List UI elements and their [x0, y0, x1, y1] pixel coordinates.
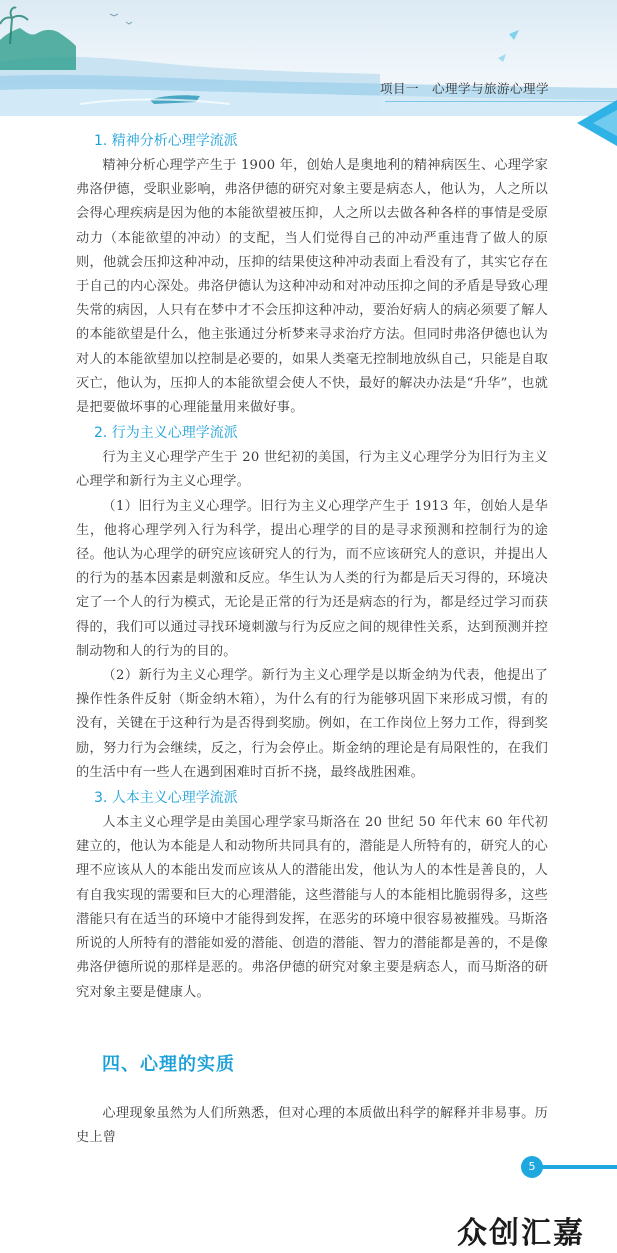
- corner-triangle-icon: [571, 96, 617, 150]
- section-heading: 四、心理的实质: [102, 1054, 235, 1075]
- paragraph: 行为主义心理学产生于 20 世纪初的美国，行为主义心理学分为旧行为主义心理学和新行为主义心理学。: [76, 450, 548, 490]
- main-content: [76, 128, 548, 1005]
- subsection-heading-humanism: 3. 人本主义心理学流派: [94, 790, 238, 807]
- paragraph: （1）旧行为主义心理学。旧行为主义心理学产生于 1913 年，创始人是华生，他将心理学列入行为科学，提出心理学的目的是寻求预测和控制行为的途径。他认为心理学的研究应该研究人的行为，而不应该研究人的意识，并提出人的行为的基本因素是刺激和反应。华生认为人类的行为都是后天习得的，环境决定了一个人的行为模式，无论是正常的行为还是病态的行为，都是经过学习而获得的，我们可以通过寻找环境刺激与行为反应之间的规律性关系，达到预测并控制动物和人的行为的目的。: [76, 498, 548, 659]
- paragraph: 心理现象虽然为人们所熟悉，但对心理的本质做出科学的解释并非易事。历史上曾: [76, 1106, 548, 1146]
- paragraph: 人本主义心理学是由美国心理学家马斯洛在 20 世纪 50 年代末 60 年代初建立的，他认为本能是人和动物所共同具有的，潜能是人所特有的，研究人的心理不应该从人的本能出发而应该从人的潜能出发，他认为人的本性是善良的，人有自我实现的需要和巨大的心理潜能，这些潜能与人的本能相比脆弱得多，这些潜能只有在适当的环境中才能得到发挥，在恶劣的环境中很容易被摧残。马斯洛所说的人所特有的潜能如爱的潜能、创造的潜能、智力的潜能都是善的，不是像弗洛伊德所说的那样是恶的。弗洛伊德的研究对象主要是病态人，而马斯洛的研究对象主要是健康人。: [76, 815, 548, 1000]
- running-header-title: 项目一 心理学与旅游心理学: [379, 81, 549, 96]
- subsection-heading-psychoanalysis: 1. 精神分析心理学流派: [94, 133, 238, 149]
- page-number-rule: [542, 1165, 617, 1169]
- watermark-logo: 众创汇嘉: [457, 1216, 585, 1251]
- page-number-badge: 5: [521, 1156, 543, 1178]
- paragraph: 精神分析心理学产生于 1900 年，创始人是奥地利的精神病医生、心理学家弗洛伊德，受职业影响，弗洛伊德的研究对象主要是病态人，他认为，人之所以会得心理疾病是因为他的本能欲望被压抑，人之所以去做各种各样的事情是受原动力（本能欲望的冲动）的支配，当人们觉得自己的冲动严重违背了做人的原则，他就会压抑这种冲动，压抑的结果使这种冲动表面上看没有了，其实它存在于自己的内心深处。弗洛伊德认为这种冲动和对冲动压抑之间的矛盾是导致心理失常的病因，人只有在梦中才不会压抑这种冲动，要治好病人的病必须要了解人的本能欲望是什么，他主张通过分析梦来寻求治疗方法。但同时弗洛伊德也认为对人的本能欲望加以控制是必要的，如果人类毫无控制地放纵自己，只能是自取灭亡，他认为，压抑人的本能欲望会使人不快，最好的解决办法是“升华”，也就是把要做坏事的心理能量用来做好事。: [76, 158, 548, 416]
- subsection-heading-behaviorism: 2. 行为主义心理学流派: [94, 425, 238, 442]
- section-body: [76, 1102, 548, 1150]
- seascape-illustration: [0, 0, 617, 116]
- paragraph: （2）新行为主义心理学。新行为主义心理学是以斯金纳为代表，他提出了操作性条件反射（斯金纳木箱），为什么有的行为能够巩固下来形成习惯，有的没有，关键在于这种行为是否得到奖励。例如，在工作岗位上努力工作，得到奖励，努力行为会继续，反之，行为会停止。斯金纳的理论是有局限性的，在我们的生活中有一些人在遇到困难时百折不挠，最终战胜困难。: [76, 668, 548, 780]
- header-banner: [0, 0, 617, 116]
